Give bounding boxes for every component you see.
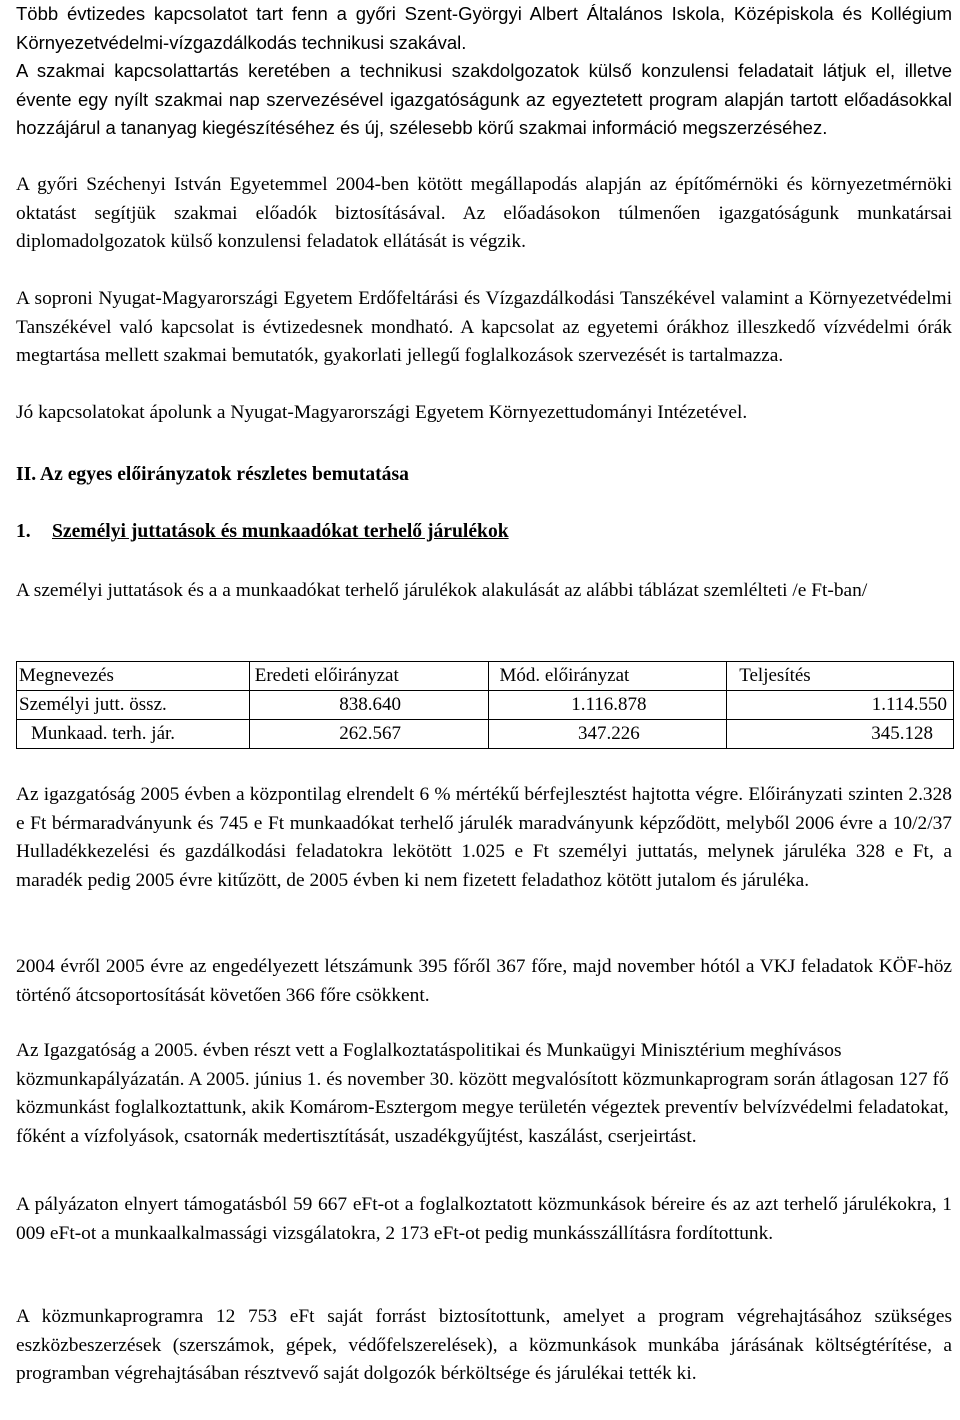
table-cell-modified: 1.116.878	[489, 691, 727, 720]
table-cell-actual: 1.114.550	[727, 691, 954, 720]
section-number: II.	[16, 464, 37, 485]
paragraph-own-funding: A közmunkaprogramra 12 753 eFt saját forrást biztosítottunk, amelyet a program végrehajtásához szükséges eszközbeszerzések (szerszámok, gépek, védőfelszerelések), a közmunkások munkába járásának költségtérítése, a programban végrehajtásában résztvevő saját dolgozók bérköltsége és járulékai tették ki.	[16, 1306, 952, 1385]
table-cell-original: 838.640	[249, 691, 489, 720]
table-row	[17, 720, 954, 749]
table-row	[17, 691, 954, 720]
subsection-number: 1.	[16, 521, 31, 542]
table-cell-original: 262.567	[249, 720, 489, 749]
section-heading	[16, 461, 409, 489]
table-header-row	[17, 662, 954, 691]
budget-table	[16, 661, 954, 749]
table-cell-actual: 345.128	[727, 720, 954, 749]
table-cell-label: Személyi jutt. össz.	[17, 691, 250, 720]
paragraph-table-intro: A személyi juttatások és a a munkaadókat terhelő járulékok alakulását az alábbi táblázat szemlélteti /e Ft-ban/	[16, 580, 868, 601]
paragraph-grant-usage: A pályázaton elnyert támogatásból 59 667 eFt-ot a foglalkoztatott közmunkások béreire és az azt terhelő járulékokra, 1 009 eFt-ot a munkaalkalmassági vizsgálatokra, 2 173 eFt-ot pedig munkásszállításra fordítottunk.	[16, 1194, 952, 1244]
table-header-cell: Mód. előirányzat	[489, 662, 727, 691]
table-header-cell: Megnevezés	[17, 662, 250, 691]
subsection-title: Személyi juttatások és munkaadókat terhelő járulékok	[52, 521, 509, 542]
subsection-heading	[16, 518, 509, 546]
paragraph-environmental-institute: Jó kapcsolatokat ápolunk a Nyugat-Magyarországi Egyetem Környezettudományi Intézetével.	[16, 402, 748, 423]
paragraph-professional-contact: A szakmai kapcsolattartás keretében a technikusi szakdolgozatok külső konzulensi feladatait látjuk el, illetve évente egy nyílt szakmai nap szervezésével igazgatóságunk az egyeztetett program alapján tartott előadásokkal hozzájárul a tananyag kiegészítéséhez és új, szélesebb körű szakmai információ megszerzéséhez.	[16, 60, 952, 139]
table-header-cell: Eredeti előirányzat	[249, 662, 489, 691]
paragraph-sopron-university: A soproni Nyugat-Magyarországi Egyetem Erdőfeltárási és Vízgazdálkodási Tanszékével valamint a Környezetvédelmi Tanszékével való kapcsolat is évtizedesnek mondható. A kapcsolat az egyetemi órákhoz illeszkedő vízvédelmi órák megtartása mellett szakmai bemutatók, gyakorlati jellegű foglalkozások szervezését is tartalmazza.	[16, 288, 952, 367]
table-cell-label: Munkaad. terh. jár.	[17, 720, 250, 749]
table-header-cell: Teljesítés	[727, 662, 954, 691]
paragraph-public-works-program: Az Igazgatóság a 2005. évben részt vett a Foglalkoztatáspolitikai és Munkaügyi Minisztérium meghívásos közmunkapályázatán. A 2005. június 1. és november 30. között megvalósított közmunkaprogram során átlagosan 127 fő közmunkást foglalkoztattunk, akik Komárom-Esztergom megye területén végeztek preventív belvízvédelmi feladatokat, főként a vízfolyások, csatornák medertisztítását, uszadékgyűjtést, kaszálást, cserjeirtást.	[16, 1040, 949, 1147]
section-title: Az egyes előirányzatok részletes bemutatása	[39, 464, 409, 485]
paragraph-school-cooperation: Több évtizedes kapcsolatot tart fenn a győri Szent-Györgyi Albert Általános Iskola, Középiskola és Kollégium Környezetvédelmi-vízgazdálkodás technikusi szakával.	[16, 3, 952, 53]
paragraph-szechenyi-university: A győri Széchenyi István Egyetemmel 2004-ben kötött megállapodás alapján az építőmérnöki és környezetmérnöki oktatást segítjük szakmai előadók biztosításával. Az előadásokon túlmenően igazgatóságunk munkatársai diplomadolgozatok külső konzulensi feladatok ellátását is végzik.	[16, 174, 952, 253]
paragraph-wage-development: Az igazgatóság 2005 évben a központilag elrendelt 6 % mértékű bérfejlesztést hajtotta végre. Előirányzati szinten 2.328 e Ft bérmaradványunk és 745 e Ft munkaadókat terhelő járulék maradványunk képződött, melyből 2006 évre a 10/2/37 Hulladékkezelési és gazdálkodási feladatokra lekötött 1.025 e Ft személyi juttatás, melynek járuléka 328 e Ft, a maradék pedig 2005 évre kitűzött, de 2005 évben ki nem fizetett feladathoz kötött jutalom és járuléka.	[16, 784, 952, 891]
paragraph-headcount: 2004 évről 2005 évre az engedélyezett létszámunk 395 főről 367 főre, majd november hótól a VKJ feladatok KÖF-höz történő átcsoportosítását követően 366 főre csökkent.	[16, 956, 952, 1006]
table-cell-modified: 347.226	[489, 720, 727, 749]
